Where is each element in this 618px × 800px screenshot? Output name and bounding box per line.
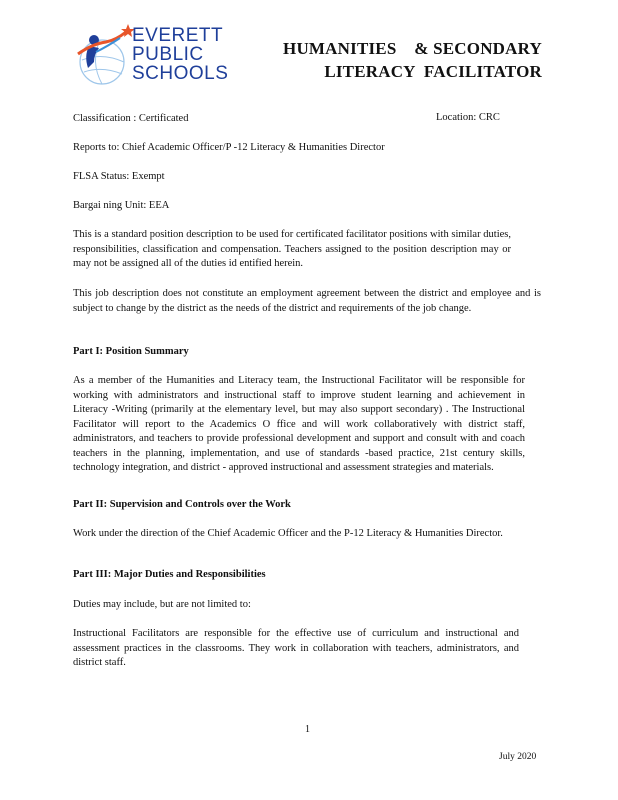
logo-line-everett: EVERETT — [132, 25, 224, 46]
page-number: 1 — [305, 724, 310, 735]
part-3-body: Instructional Facilitators are responsible for the effective use of curriculum and instructional and assessment practices in the classrooms. They work in collaboration with teachers, administrators, and district staff. — [73, 628, 519, 668]
everett-public-schools-logo — [72, 22, 242, 88]
part-3-intro: Duties may include, but are not limited to: — [73, 599, 251, 610]
classification-field: Classification : Certificated — [73, 113, 189, 124]
document-title — [283, 37, 542, 83]
revision-date: July 2020 — [499, 752, 537, 762]
globe-figure-icon — [72, 22, 136, 88]
part-2-heading: Part II: Supervision and Controls over the Work — [73, 499, 291, 510]
part-3-heading: Part III: Major Duties and Responsibilities — [73, 569, 266, 580]
part-1-body: As a member of the Humanities and Literacy team, the Instructional Facilitator will be responsible for working with administrators and instructional staff to improve student learning and achievement in Literacy -Writing (primarily at the elementary level, but may also support secondary) . The Instructional Facilitator will report to the Academics O ffice and will work collaboratively with district staff, administrators, and teachers to provide professional development and support and consult with and coach teachers in the planning, implementation, and use of standards -based practice, 21st century skills, technology integration, and district - approved instructional and assessment strategies and materials. — [73, 375, 525, 473]
title-line-1: HUMANITIES & SECONDARY — [283, 39, 542, 58]
logo-wordmark — [132, 26, 228, 83]
logo-line-schools: SCHOOLS — [132, 63, 229, 84]
reports-to-field: Reports to: Chief Academic Officer/P -12 Literacy & Humanities Director — [73, 142, 385, 153]
part-1-heading: Part I: Position Summary — [73, 346, 189, 357]
intro-paragraph-2: This job description does not constitute an employment agreement between the district and employee and is subject to change by the district as the needs of the district and requirements of the job change. — [73, 288, 541, 314]
location-field: Location: CRC — [436, 112, 500, 123]
intro-paragraph-1: This is a standard position description to be used for certificated facilitator positions with similar duties, responsibilities, classification and compensation. Teachers assigned to the position description may or may not be assigned all of the duties id entified herein. — [73, 229, 511, 269]
flsa-status-field: FLSA Status: Exempt — [73, 171, 165, 182]
part-2-body: Work under the direction of the Chief Academic Officer and the P-12 Literacy & Humanities Director. — [73, 528, 503, 539]
logo-line-public: PUBLIC — [132, 44, 204, 65]
title-line-2: LITERACY FACILITATOR — [324, 62, 542, 81]
bargaining-unit-field: Bargai ning Unit: EEA — [73, 200, 170, 211]
